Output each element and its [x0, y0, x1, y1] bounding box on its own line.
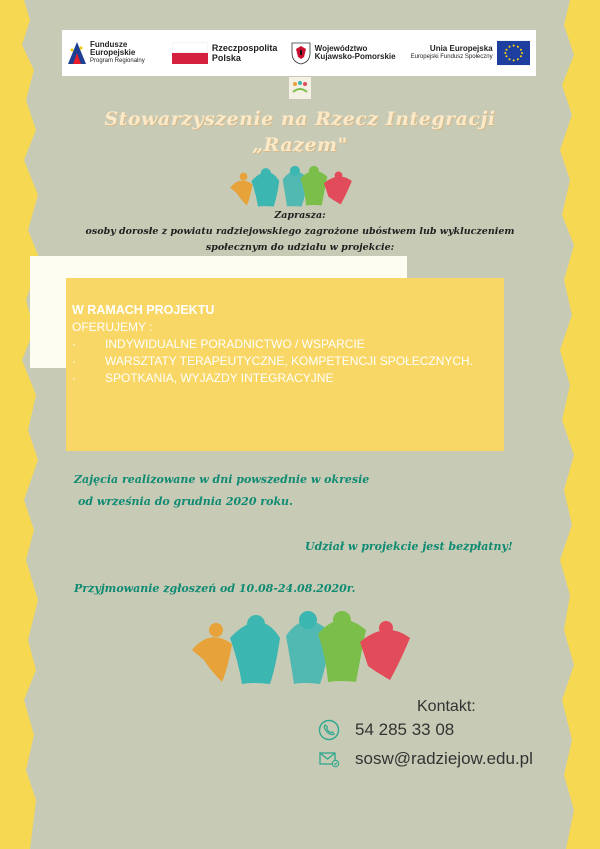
- schedule-line1: Zajęcia realizowane w dni powszednie w okresie: [74, 473, 370, 486]
- email-icon: [318, 748, 340, 770]
- wkp-line2: Kujawsko-Pomorskie: [314, 52, 396, 61]
- phone-icon: [318, 719, 340, 741]
- fe-line3: Program Regionalny: [90, 58, 145, 64]
- polish-flag-icon: [172, 42, 208, 64]
- contact-heading: Kontakt:: [417, 698, 476, 715]
- wojewodztwo-logo: [291, 30, 404, 76]
- ue-line1: Unia Europejska: [429, 44, 493, 53]
- organization-title-line1: Stowarzyszenie na Rzecz Integracji: [104, 108, 496, 130]
- schedule-line2: od września do grudnia 2020 roku.: [78, 495, 293, 508]
- wkp-line1: Województwo: [314, 44, 368, 53]
- bullet-icon: ·: [72, 354, 76, 368]
- ue-line2: Europejski Fundusz Społeczny: [410, 54, 493, 60]
- people-illustration-small: [229, 164, 353, 208]
- eu-flag-icon: [497, 40, 530, 66]
- free-participation-note: Udział w projekcie jest bezpłatny!: [305, 540, 513, 553]
- offer-subheading: OFERUJEMY :: [72, 320, 153, 334]
- offer-list-item: [72, 370, 502, 387]
- fundusze-europejskie-icon: [68, 42, 86, 64]
- invitation-line1: Zaprasza:: [274, 210, 326, 221]
- funding-logos-bar: [62, 30, 536, 76]
- registration-dates: Przyjmowanie zgłoszeń od 10.08-24.08.2020r.: [74, 582, 356, 595]
- offer-item-label: INDYWIDUALNE PORADNICTWO / WSPARCIE: [105, 337, 365, 351]
- contact-phone-number[interactable]: 54 285 33 08: [355, 720, 455, 739]
- organization-title: [80, 106, 520, 158]
- project-offer-panel: [66, 278, 504, 451]
- bullet-icon: ·: [72, 337, 76, 351]
- rzeczpospolita-polska-logo: [172, 30, 291, 76]
- fundusze-europejskie-logo: [68, 30, 172, 76]
- coat-of-arms-icon: [291, 41, 311, 65]
- bullet-icon: ·: [72, 371, 76, 385]
- offer-heading: W RAMACH PROJEKTU: [72, 303, 215, 317]
- rp-line1: Rzeczpospolita: [211, 43, 278, 53]
- organization-title-line2: „Razem": [252, 134, 348, 156]
- rp-line2: Polska: [211, 53, 241, 63]
- invitation-line3: społecznym do udziału w projekcie:: [205, 242, 395, 253]
- association-logo: [289, 77, 311, 99]
- right-yellow-brush-decoration: [560, 0, 600, 849]
- invitation-line2: osoby dorosłe z powiatu radziejowskiego zagrożone ubóstwem lub wykluczeniem: [85, 226, 515, 237]
- people-illustration-large: [190, 608, 412, 686]
- offer-list-item: [72, 353, 502, 370]
- fe-line2: Europejskie: [90, 48, 136, 57]
- offer-list-item: [72, 336, 502, 353]
- contact-email-row: [318, 748, 533, 770]
- unia-europejska-logo: [404, 30, 497, 76]
- invitation-text: [60, 208, 540, 256]
- contact-email-address[interactable]: sosw@radziejow.edu.pl: [355, 749, 533, 768]
- offer-item-label: WARSZTATY TERAPEUTYCZNE, KOMPETENCJI SPOŁECZNYCH.: [105, 354, 474, 368]
- offer-item-label: SPOTKANIA, WYJAZDY INTEGRACYJNE: [105, 371, 334, 385]
- contact-phone-row: [318, 719, 454, 741]
- fe-line1: Fundusze: [90, 40, 128, 49]
- left-yellow-brush-decoration: [0, 0, 40, 849]
